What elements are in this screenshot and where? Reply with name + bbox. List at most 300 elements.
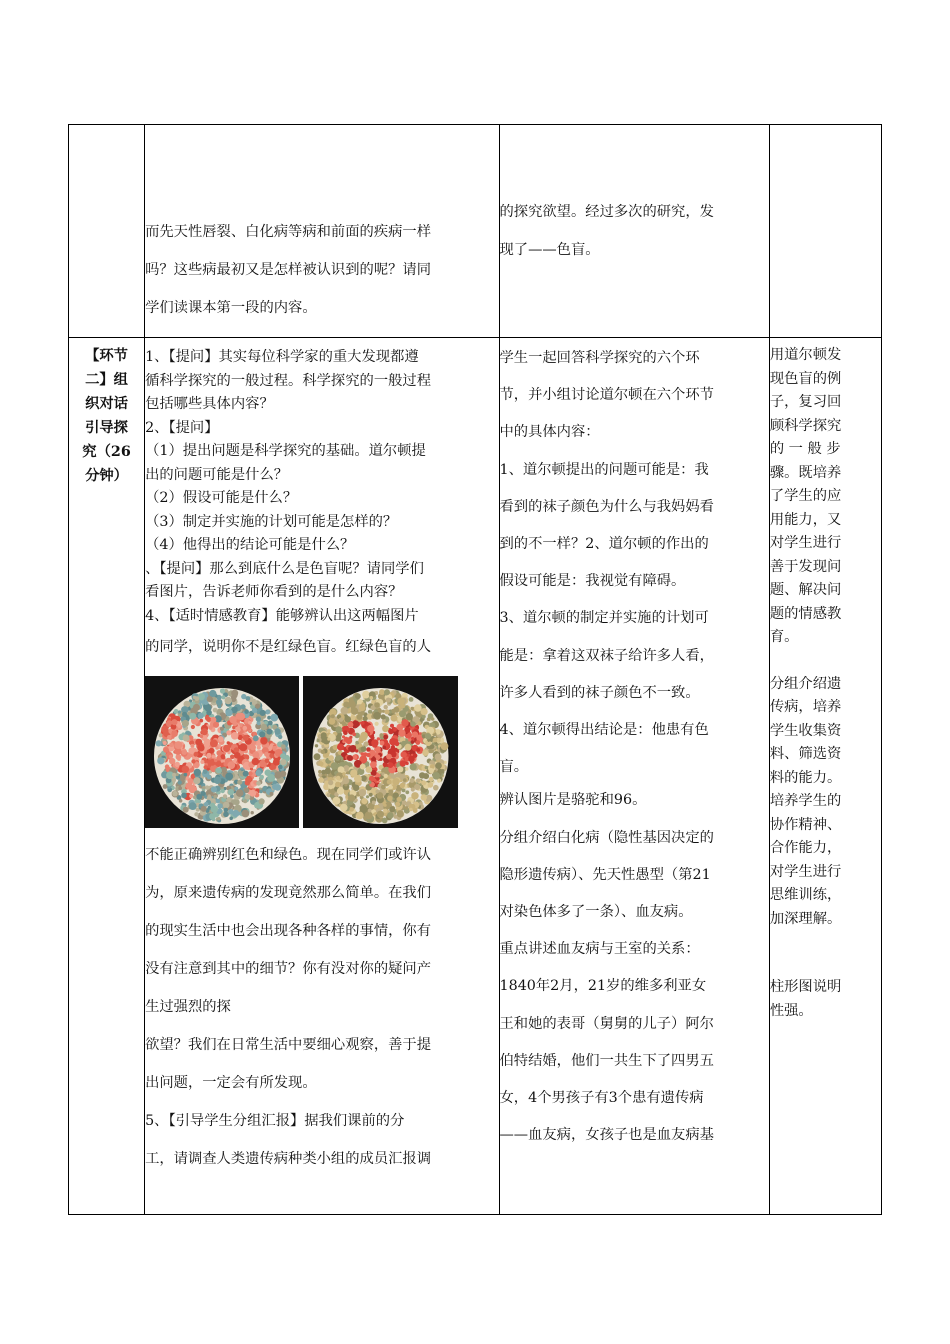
plate-dot bbox=[216, 699, 222, 705]
plate-dot bbox=[209, 726, 213, 730]
plate-dot bbox=[267, 774, 275, 782]
plate-dot bbox=[405, 767, 408, 770]
text-line: 到的不一样？2、道尔顿的作出的 bbox=[499, 536, 709, 553]
plate-dot bbox=[189, 713, 196, 720]
text-line: 引导探 bbox=[85, 420, 128, 436]
plate-dot bbox=[342, 772, 346, 776]
plate-dot bbox=[423, 773, 429, 779]
plate-dot bbox=[223, 802, 230, 809]
text-line: 育。 bbox=[769, 629, 799, 645]
plate-dot bbox=[163, 747, 169, 753]
plate-dot bbox=[259, 790, 263, 794]
teacher-activity-cell bbox=[145, 125, 499, 338]
text-line: （3）制定并实施的计划可能是怎样的？ bbox=[145, 513, 398, 530]
plate-dot bbox=[314, 753, 321, 760]
plate-dot bbox=[216, 750, 222, 756]
plate-dot bbox=[171, 730, 178, 737]
text-line: 4、道尔顿得出结论是：他患有色 bbox=[499, 722, 709, 739]
plate-dot bbox=[227, 761, 235, 769]
intent-cell-empty bbox=[769, 125, 881, 338]
plate-dot bbox=[426, 799, 429, 802]
plate-dot bbox=[256, 781, 261, 786]
table-row bbox=[69, 125, 882, 338]
text-line: 、【提问】那么到底什么是色盲呢？请同学们 bbox=[145, 560, 424, 577]
text-line: ——血友病，女孩子也是血友病基 bbox=[499, 1127, 714, 1144]
plate-dot bbox=[182, 766, 189, 773]
text-line: 性强。 bbox=[769, 1002, 813, 1019]
plate-dot bbox=[372, 801, 376, 805]
plate-dot bbox=[220, 688, 225, 693]
plate-dot bbox=[194, 769, 201, 776]
plate-dot bbox=[359, 705, 366, 712]
text-line: 女，4个男孩子有3个患有遗传病 bbox=[499, 1090, 704, 1107]
text-line: 现了——色盲。 bbox=[499, 242, 600, 258]
plate-dot bbox=[405, 806, 409, 810]
plate-dot bbox=[214, 759, 217, 762]
plate-dot bbox=[201, 806, 207, 812]
plate-dot bbox=[174, 709, 179, 714]
plate-dot bbox=[375, 790, 379, 794]
plate-dot bbox=[252, 758, 260, 766]
plate-dot bbox=[244, 709, 249, 714]
text-line: 题的情感教 bbox=[769, 605, 842, 622]
plate-dot bbox=[210, 739, 218, 747]
plate-dot bbox=[204, 765, 208, 769]
plate-dot bbox=[411, 792, 418, 799]
plate-dot bbox=[213, 795, 217, 799]
plate-dot bbox=[328, 780, 333, 785]
text-line: 了学生的应 bbox=[769, 488, 842, 504]
text-line: 学生收集资 bbox=[769, 722, 842, 739]
plate-dot bbox=[331, 762, 339, 770]
plate-dot bbox=[321, 750, 325, 754]
plate-dot bbox=[366, 795, 369, 798]
plate-dot bbox=[384, 689, 390, 695]
plate-dot bbox=[181, 793, 187, 799]
plate-dot bbox=[409, 697, 414, 702]
plate-dot bbox=[421, 708, 428, 715]
plate-dot bbox=[382, 725, 389, 732]
plate-dot bbox=[375, 722, 379, 726]
plate-dot bbox=[410, 763, 417, 770]
text-line: 盲。 bbox=[499, 759, 529, 776]
plate-dot bbox=[368, 710, 372, 714]
plate-dot bbox=[317, 739, 320, 742]
plate-dot bbox=[425, 733, 431, 739]
plate-dot bbox=[224, 808, 229, 813]
plate-dot bbox=[388, 789, 393, 794]
plate-dot bbox=[232, 726, 235, 729]
plate-dot bbox=[410, 721, 416, 727]
plate-dot bbox=[428, 782, 434, 788]
text-line: 工，请调查人类遗传病种类小组的成员汇报调 bbox=[145, 1151, 432, 1167]
text-line: 分组介绍遗 bbox=[769, 675, 842, 692]
plate-dot bbox=[342, 722, 346, 726]
plate-dot bbox=[433, 738, 438, 743]
plate-dot bbox=[236, 789, 244, 797]
plate-dot bbox=[405, 744, 412, 751]
plate-dot bbox=[396, 713, 400, 717]
plate-dot bbox=[208, 794, 211, 797]
plate-dot bbox=[231, 690, 238, 697]
plate-dot bbox=[217, 817, 220, 820]
plate-dot bbox=[182, 720, 189, 727]
text-line: 重点讲述血友病与王室的关系： bbox=[499, 941, 700, 958]
plate-dot bbox=[191, 759, 195, 763]
plate-dot bbox=[225, 709, 232, 716]
plate-dot bbox=[405, 790, 409, 794]
plate-dot bbox=[203, 769, 208, 774]
text-line: 看图片，告诉老师你看到的是什么内容？ bbox=[145, 584, 403, 600]
text-line: 传病，培养 bbox=[769, 699, 842, 715]
text-line: 协作精神、 bbox=[769, 816, 842, 833]
lesson-plan-table bbox=[68, 124, 882, 1215]
plate-dot bbox=[270, 714, 278, 722]
plate-dot bbox=[400, 783, 405, 788]
plate-dot bbox=[189, 802, 197, 810]
text-line: 分组介绍白化病（隐性基因决定的 bbox=[499, 829, 714, 846]
plate-dot bbox=[163, 784, 168, 789]
plate-dot bbox=[242, 810, 250, 818]
text-line: 中的具体内容： bbox=[499, 424, 600, 441]
plate-dot bbox=[213, 722, 219, 728]
plate-dot bbox=[421, 794, 427, 800]
text-line: 5、【引导学生分组汇报】据我们课前的分 bbox=[145, 1113, 405, 1129]
plate-dot bbox=[332, 797, 340, 805]
plate-dot bbox=[423, 750, 427, 754]
plate-dot bbox=[339, 718, 343, 722]
plate-dot bbox=[361, 746, 367, 752]
plate-dot bbox=[387, 812, 394, 819]
plate-dot bbox=[343, 777, 350, 784]
plate-dot bbox=[370, 761, 377, 768]
plate-dot bbox=[393, 707, 399, 713]
text-line: （1）提出问题是科学探究的基础。道尔顿提 bbox=[145, 443, 426, 459]
plate-dot bbox=[331, 714, 335, 718]
plate-dot bbox=[280, 759, 286, 765]
plate-dot bbox=[231, 732, 239, 740]
plate-dot bbox=[393, 739, 398, 744]
teacher-questions bbox=[145, 338, 498, 628]
plate-dot bbox=[260, 737, 267, 744]
text-line: 王和她的表哥（舅舅的儿子）阿尔 bbox=[499, 1015, 714, 1032]
intent-block-3 bbox=[770, 976, 881, 1023]
text-line: 善于发现问 bbox=[769, 558, 842, 575]
plate-dot bbox=[183, 807, 189, 813]
plate-dot bbox=[344, 737, 349, 742]
teacher-text-d bbox=[145, 1026, 498, 1102]
text-line: 辨认图片是骆驼和96。 bbox=[499, 792, 647, 809]
text-line: 1、【提问】其实每位科学家的重大发现都遵 bbox=[145, 349, 419, 365]
plate-dot bbox=[230, 755, 235, 760]
plate-dot bbox=[383, 809, 387, 813]
teacher-activity-cell bbox=[145, 338, 499, 1215]
plate-dot bbox=[372, 742, 378, 748]
plate-dot bbox=[200, 760, 204, 764]
plate-dot bbox=[355, 693, 361, 699]
plate-dot bbox=[431, 717, 435, 721]
plate-dot bbox=[377, 811, 384, 818]
teacher-text-b bbox=[145, 630, 498, 664]
plate-dot bbox=[202, 786, 205, 789]
plate-dot bbox=[388, 729, 393, 734]
plate-dot bbox=[387, 780, 392, 785]
plate-dot bbox=[252, 752, 259, 759]
text-line: 的 一 般 步 bbox=[769, 441, 841, 457]
plate-dot bbox=[399, 710, 406, 717]
plate-dot bbox=[223, 745, 230, 752]
plate-dot bbox=[220, 727, 224, 731]
plate-dot bbox=[214, 776, 222, 784]
plate-dot bbox=[353, 785, 359, 791]
plate-dot bbox=[417, 721, 421, 725]
plate-dot bbox=[349, 736, 352, 739]
plate-dot bbox=[179, 799, 183, 803]
plate-dot bbox=[381, 714, 386, 719]
text-line: 包括哪些具体内容？ bbox=[145, 396, 274, 412]
plate-dot bbox=[358, 700, 362, 704]
plate-dot bbox=[204, 802, 209, 807]
plate-dot bbox=[382, 818, 388, 824]
text-line: 生过强烈的探 bbox=[145, 999, 231, 1015]
plate-dot bbox=[201, 728, 208, 735]
plate-dot bbox=[403, 778, 407, 782]
plate-dot bbox=[360, 764, 366, 770]
plate-dot bbox=[388, 762, 394, 768]
stage-cell bbox=[69, 338, 145, 1215]
plate-dot bbox=[349, 807, 354, 812]
plate-dot bbox=[370, 696, 374, 700]
plate-dot bbox=[234, 747, 240, 753]
text-line: 的探究欲望。经过多次的研究，发 bbox=[499, 204, 714, 220]
plate-dot bbox=[435, 753, 442, 760]
plate-dot bbox=[205, 785, 209, 789]
plate-dot bbox=[207, 696, 213, 702]
text-line: 的同学，说明你不是红绿色盲。红绿色盲的人 bbox=[145, 639, 432, 655]
plate-dot bbox=[188, 748, 194, 754]
text-line: 【环节 bbox=[85, 348, 128, 364]
plate-dot bbox=[210, 803, 215, 808]
plate-dot bbox=[200, 735, 204, 739]
plate-dot bbox=[265, 759, 270, 764]
text-line: 学生一起回答科学探究的六个环 bbox=[499, 350, 700, 366]
text-line: 出的问题可能是什么？ bbox=[145, 466, 289, 483]
plate-dot bbox=[251, 811, 254, 814]
plate-dot bbox=[223, 812, 229, 818]
plate-dot bbox=[167, 735, 172, 740]
plate-dot bbox=[416, 778, 420, 782]
plate-dot bbox=[216, 799, 221, 804]
text-line: 用道尔顿发 bbox=[769, 347, 842, 363]
text-line: 对学生进行 bbox=[769, 535, 842, 551]
plate-dot bbox=[410, 778, 415, 783]
text-line: 分钟） bbox=[85, 468, 128, 484]
plate-dot bbox=[281, 744, 286, 749]
plate-dot bbox=[365, 811, 373, 819]
plate-dot bbox=[278, 735, 282, 739]
plate-dot bbox=[366, 753, 370, 757]
plate-dot bbox=[193, 796, 197, 800]
plate-dot bbox=[386, 754, 392, 760]
plate-dot bbox=[229, 817, 233, 821]
plate-dot bbox=[178, 787, 182, 791]
plate-dot bbox=[368, 809, 372, 813]
plate-dot bbox=[350, 769, 357, 776]
plate-dot bbox=[384, 705, 388, 709]
plate-dot bbox=[355, 749, 358, 752]
plate-dot bbox=[235, 713, 242, 720]
plate-dot bbox=[178, 710, 181, 713]
text-line: 用能力，又 bbox=[769, 511, 842, 528]
text-line: 出问题，一定会有所发现。 bbox=[145, 1075, 317, 1091]
text-line: 培养学生的 bbox=[769, 793, 842, 809]
plate-dot bbox=[269, 753, 274, 758]
plate-dot bbox=[340, 804, 348, 812]
plate-dot bbox=[249, 790, 256, 797]
plate-dot bbox=[174, 741, 182, 749]
plate-dot bbox=[221, 755, 225, 759]
plate-dot bbox=[207, 775, 212, 780]
text-line: 而先天性唇裂、白化病等病和前面的疾病一样 bbox=[145, 224, 432, 240]
plate-dot bbox=[389, 806, 395, 812]
plate-dot bbox=[433, 785, 439, 791]
text-line: 思维训练， bbox=[769, 887, 842, 903]
teacher-text-c bbox=[145, 836, 498, 1026]
plate-dot bbox=[389, 785, 393, 789]
stage-label bbox=[69, 338, 144, 488]
text-line: 4、【适时情感教育】能够辨认出这两幅图片 bbox=[145, 607, 419, 624]
plate-dot bbox=[411, 740, 415, 744]
plate-dot bbox=[259, 798, 265, 804]
plate-dot bbox=[176, 754, 182, 760]
text-line: 欲望？我们在日常生活中要细心观察，善于提 bbox=[145, 1037, 432, 1053]
plate-dot bbox=[182, 712, 187, 717]
plate-dot bbox=[204, 704, 211, 711]
text-line: 对学生进行 bbox=[769, 863, 842, 880]
plate-dot bbox=[335, 782, 341, 788]
plate-dot bbox=[246, 696, 251, 701]
plate-dot bbox=[336, 776, 340, 780]
plate-dot bbox=[213, 708, 218, 713]
text-line: 节，并小组讨论道尔顿在六个环节 bbox=[499, 387, 714, 404]
plate-dot bbox=[345, 716, 352, 723]
plate-dot bbox=[327, 729, 330, 732]
plate-dot bbox=[362, 691, 370, 699]
plate-dot bbox=[430, 744, 435, 749]
plate-dot bbox=[194, 812, 198, 816]
plate-dot bbox=[348, 747, 352, 751]
plate-dot bbox=[383, 735, 388, 740]
text-line: 料的能力。 bbox=[769, 769, 842, 786]
plate-dot bbox=[248, 721, 252, 725]
number-96-plate bbox=[303, 676, 458, 828]
text-line: 伯特结婚，他们一共生下了四男五 bbox=[499, 1052, 714, 1069]
text-line: 许多人看到的袜子颜色不一致。 bbox=[499, 684, 700, 701]
plate-dot bbox=[401, 751, 407, 757]
text-line: 织对话 bbox=[85, 396, 128, 412]
student-text bbox=[500, 125, 769, 269]
plate-dot bbox=[347, 755, 353, 761]
plate-dot bbox=[234, 799, 240, 805]
plate-dot bbox=[255, 770, 261, 776]
plate-dot bbox=[342, 753, 346, 757]
text-line: 题、解决问 bbox=[769, 582, 842, 598]
text-line: 顾科学探究 bbox=[769, 417, 842, 434]
plate-dot bbox=[373, 712, 381, 720]
plate-dot bbox=[245, 794, 251, 800]
plate-dot bbox=[227, 741, 230, 744]
plate-dot bbox=[190, 744, 194, 748]
teacher-text bbox=[145, 125, 498, 327]
plate-dot bbox=[201, 791, 206, 796]
plate-dot bbox=[401, 719, 408, 726]
plate-dot bbox=[432, 772, 440, 780]
plate-dot bbox=[379, 733, 383, 737]
plate-dot bbox=[429, 768, 434, 773]
plate-dot bbox=[278, 765, 283, 770]
plate-dot bbox=[329, 718, 336, 725]
plate-dot bbox=[359, 789, 366, 796]
plate-dot bbox=[260, 710, 266, 716]
plate-dot bbox=[361, 721, 365, 725]
plate-dot bbox=[221, 789, 225, 793]
plate-dot bbox=[169, 743, 174, 748]
plate-dot bbox=[380, 741, 385, 746]
plate-dot bbox=[265, 710, 270, 715]
table-row bbox=[69, 338, 882, 1215]
plate-dot bbox=[357, 714, 363, 720]
plate-dot bbox=[425, 766, 429, 770]
plate-dot bbox=[261, 724, 268, 731]
plate-dot bbox=[221, 695, 225, 699]
stage-cell-empty bbox=[69, 125, 145, 338]
plate-dot bbox=[252, 708, 257, 713]
plate-dot bbox=[384, 804, 387, 807]
text-line: （2）假设可能是什么？ bbox=[145, 490, 298, 506]
plate-dot bbox=[273, 759, 280, 766]
plate-dot bbox=[382, 710, 385, 713]
plate-dot bbox=[171, 719, 177, 725]
plate-dot bbox=[189, 794, 193, 798]
plate-dot bbox=[183, 735, 190, 742]
text-line: 二】组 bbox=[85, 372, 128, 388]
plate-dot bbox=[337, 744, 344, 751]
plate-dot bbox=[415, 740, 420, 745]
text-line: 现色盲的例 bbox=[769, 370, 842, 387]
text-line: 柱形图说明 bbox=[769, 979, 842, 995]
plate-dot bbox=[374, 702, 380, 708]
plate-dot bbox=[352, 732, 356, 736]
plate-dot bbox=[198, 713, 204, 719]
plate-dot bbox=[343, 702, 349, 708]
text-line: 学们读课本第一段的内容。 bbox=[145, 300, 317, 316]
plate-dot bbox=[409, 808, 413, 812]
plate-dot bbox=[411, 707, 414, 710]
plate-dot bbox=[206, 717, 211, 722]
plate-dot bbox=[234, 752, 241, 759]
plate-dot bbox=[217, 803, 223, 809]
plate-dot bbox=[384, 774, 388, 778]
text-line: 2、【提问】 bbox=[145, 419, 219, 436]
plate-dot bbox=[257, 746, 261, 750]
plate-dot bbox=[397, 797, 402, 802]
text-line: 假设可能是：我视觉有障碍。 bbox=[499, 573, 686, 590]
plate-dot bbox=[438, 764, 441, 767]
plate-dot bbox=[212, 755, 216, 759]
plate-dot bbox=[368, 780, 372, 784]
plate-dot bbox=[175, 762, 180, 767]
plate-dot bbox=[157, 757, 164, 764]
